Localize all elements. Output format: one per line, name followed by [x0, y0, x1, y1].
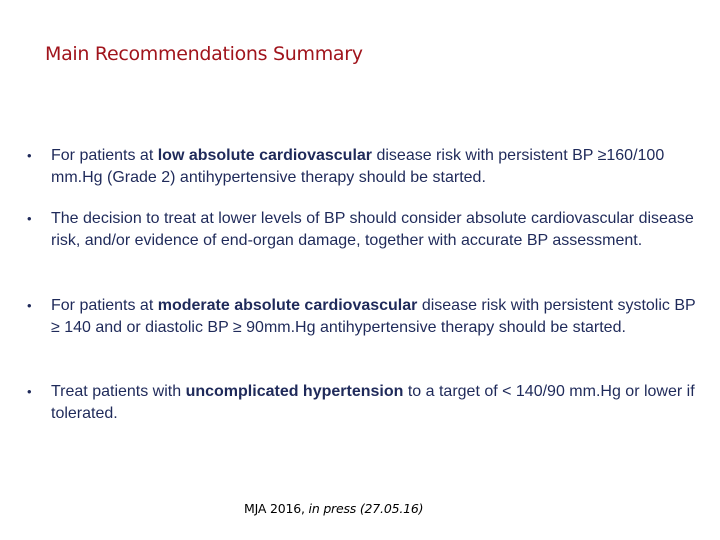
bullet-icon: • [27, 384, 32, 399]
bullet-icon: • [27, 298, 32, 313]
text-run-bold: uncomplicated hypertension [185, 383, 404, 400]
bullet-icon: • [27, 211, 32, 226]
bullet-text [51, 210, 694, 249]
text-run: For patients at [51, 147, 158, 164]
text-run: to a target of < 140/90 mm.Hg or lower if tolerated. [51, 383, 695, 422]
citation-status: in press (27.05.16) [308, 501, 424, 516]
slide-title: Main Recommendations Summary [45, 43, 363, 65]
bullet-item [27, 381, 707, 425]
bullet-item [27, 295, 707, 339]
citation [244, 501, 423, 516]
bullet-text [51, 147, 664, 186]
text-run: For patients at [51, 297, 158, 314]
text-run: disease risk with persistent systolic BP ≥ 140 and or diastolic BP ≥ 90mm.Hg antihypertensive therapy should be started. [51, 297, 696, 336]
text-run: Treat patients with [51, 383, 186, 400]
bullet-text [51, 297, 695, 336]
bullet-text [51, 383, 695, 422]
text-run: The decision to treat at lower levels of BP should consider absolute cardiovascular disease risk, and/or evidence of end-organ damage, together with accurate BP assessment. [51, 210, 694, 249]
bullet-item [27, 145, 707, 189]
text-run-bold: moderate absolute cardiovascular [157, 297, 418, 314]
bullet-item [27, 208, 707, 252]
text-run-bold: low absolute cardiovascular [157, 147, 373, 164]
bullet-icon: • [27, 148, 32, 163]
text-run: disease risk with persistent BP ≥160/100 mm.Hg (Grade 2) antihypertensive therapy should be started. [51, 147, 665, 186]
citation-source: MJA 2016, [244, 501, 309, 516]
